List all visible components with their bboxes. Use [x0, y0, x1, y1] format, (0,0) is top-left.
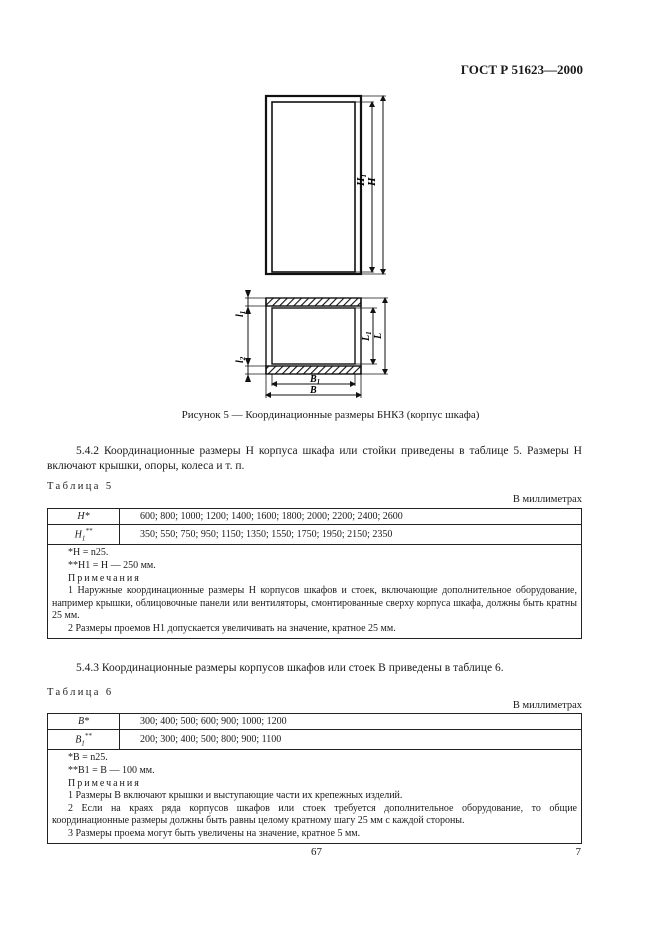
- table-5-notes: [48, 545, 582, 639]
- label-L: L: [373, 332, 384, 339]
- table-5-note-2: 2 Размеры проемов H1 допускается увеличивать на значение, кратное 25 мм.: [68, 622, 396, 634]
- label-h: H: [366, 177, 378, 186]
- table-row: [48, 509, 582, 525]
- table-6-symbol-b: B*: [48, 714, 120, 730]
- cabinet-inner-outline: [272, 102, 355, 272]
- label-l2: $l_2$: [235, 356, 247, 363]
- table-row: [48, 714, 582, 730]
- table-5-symbol-h: H*: [48, 509, 120, 525]
- table-5-footnote-2: **H1 = H — 250 мм.: [68, 559, 156, 571]
- table-row: [48, 750, 582, 844]
- table-6-units: В миллиметрах: [512, 700, 582, 711]
- table-6-note-1: 1 Размеры B включают крышки и выступающие части их крепежных изделий.: [68, 790, 403, 802]
- opening-outline: [272, 308, 355, 364]
- standard-header: ГОСТ Р 51623—2000: [460, 62, 583, 77]
- label-h1: H1: [355, 173, 368, 186]
- table-6-note-2: 2 Если на краях ряда корпусов шкафов или стоек требуется дополнительное оборудование, то общие координационные размеры должны быть равны целому кратному шагу 25 мм с каждой стороны.: [52, 802, 577, 827]
- table-row: [48, 730, 582, 750]
- table-5: [47, 508, 582, 639]
- top-view: [235, 290, 388, 398]
- figure-caption: Рисунок 5 — Координационные размеры БНКЗ (корпус шкафа): [181, 409, 480, 421]
- table-6-notes: [48, 750, 582, 844]
- label-L1: $L_1$: [361, 331, 373, 341]
- table-6-footnote-1: *B = n25.: [68, 752, 108, 764]
- cabinet-outer-outline: [266, 96, 361, 274]
- table-5-note-1: 1 Наружные координационные размеры H корпусов шкафов и стоек, включающие дополнительное оборудование, например крышки, облицовочные панели или вентиляторы, смонтированные сверху корпуса шкафа, должны быть кратны 25 мм.: [52, 585, 577, 622]
- table-6-values-b: 300; 400; 500; 600; 900; 1000; 1200: [120, 714, 582, 730]
- table-6-note-3: 3 Размеры проема могут быть увеличены на значение, кратное 5 мм.: [68, 827, 361, 839]
- front-view: [266, 96, 386, 274]
- label-b: B: [310, 385, 317, 396]
- section-5-4-2-paragraph: 5.4.2 Координационные размеры H корпуса шкафа или стойки приведены в таблице 5. Размеры H включают крышки, опоры, колеса и т. п.: [47, 445, 582, 472]
- table-5-footnote-1: *H = n25.: [68, 547, 109, 559]
- table-5-units: В миллиметрах: [512, 494, 582, 505]
- table-6-footnote-2: **B1 = B — 100 мм.: [68, 764, 155, 776]
- table-5-notes-title: Примечания: [68, 572, 141, 584]
- page-number-center: 67: [311, 846, 322, 858]
- table-6: [47, 713, 582, 844]
- table-5-symbol-h1: $H_1^{**}$: [48, 525, 120, 545]
- table-6-values-b1: 200; 300; 400; 500; 800; 900; 1100: [120, 730, 582, 750]
- section-5-4-3-paragraph: 5.4.3 Координационные размеры корпусов шкафов или стоек B приведены в таблице 6.: [76, 662, 504, 674]
- table-6-symbol-b1: $B_1^{**}$: [48, 730, 120, 750]
- table-6-notes-title: Примечания: [68, 777, 141, 789]
- figure-5-drawing: [230, 86, 400, 401]
- table-6-label: Таблица 6: [47, 687, 114, 698]
- label-b1: $B_1$: [310, 374, 321, 386]
- table-5-values-h1: 350; 550; 750; 950; 1150; 1350; 1550; 1750; 1950; 2150; 2350: [120, 525, 582, 545]
- table-5-label: Таблица 5: [47, 481, 114, 492]
- top-cover-hatched: [266, 298, 361, 306]
- bottom-cover-hatched: [266, 366, 361, 374]
- table-row: [48, 545, 582, 639]
- label-l1: $l_1$: [235, 310, 247, 317]
- table-5-values-h: 600; 800; 1000; 1200; 1400; 1600; 1800; 2000; 2200; 2400; 2600: [120, 509, 582, 525]
- page-number-right: 7: [575, 846, 581, 858]
- table-row: [48, 525, 582, 545]
